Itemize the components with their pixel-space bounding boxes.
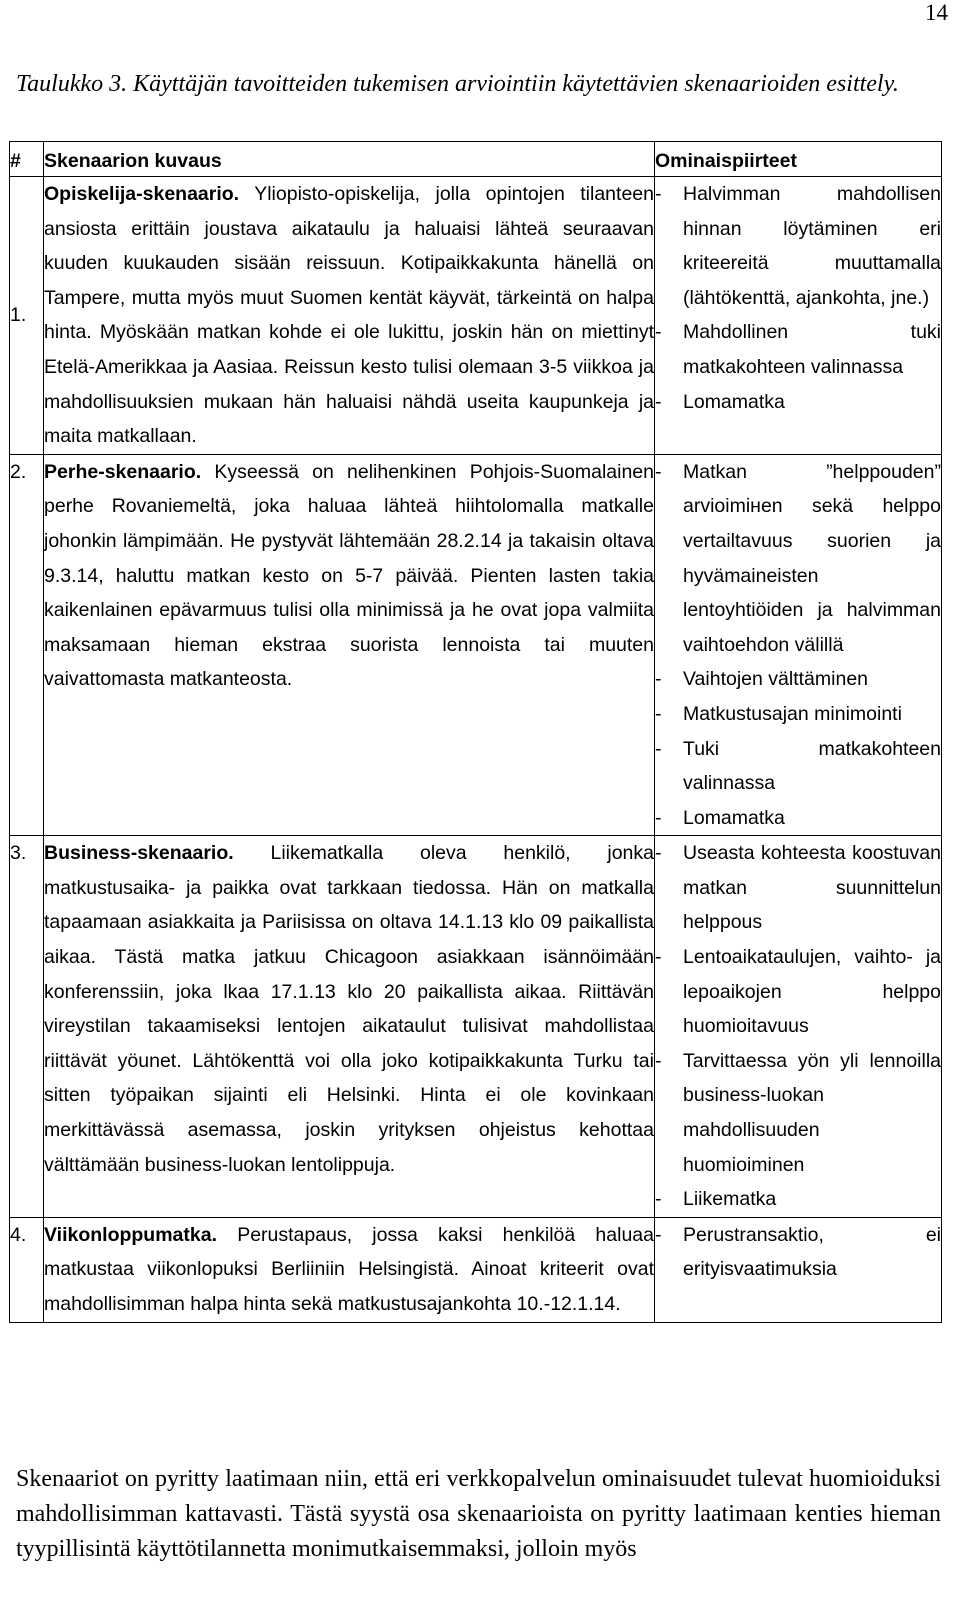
scenario-description (44, 836, 655, 1218)
table-caption: Taulukko 3. Käyttäjän tavoitteiden tukemisen arviointiin käytettävien skenaarioiden esittely. (16, 71, 899, 97)
row-number: 4. (10, 1217, 44, 1322)
scenario-table (9, 141, 942, 1323)
feature-item: - Vaihtojen välttäminen (655, 662, 941, 697)
scenario-features (655, 1217, 942, 1322)
scenario-description (44, 1217, 655, 1322)
table-row (10, 454, 942, 836)
feature-item: - Useasta kohteesta koostuvan matkan suunnittelun helppous (655, 836, 941, 940)
feature-item: - Tarvittaessa yön yli lennoilla business-luokan mahdollisuuden huomioiminen (655, 1044, 941, 1182)
scenario-description (44, 454, 655, 836)
feature-item: - Matkustusajan minimointi (655, 697, 941, 732)
scenario-description (44, 177, 655, 455)
feature-item: - Perustransaktio, ei erityisvaatimuksia (655, 1218, 941, 1287)
feature-list (655, 1218, 941, 1287)
scenario-text: Perustapaus, jossa kaksi henkilöä haluaa matkustaa viikonlopuksi Berliiniin Helsingistä. Ainoat kriteerit ovat mahdollisimman halpa hinta sekä matkustusajankohta 10.-12.1.14. (44, 1223, 654, 1315)
scenario-title: Business-skenaario. (44, 842, 234, 865)
table-row (10, 177, 942, 455)
feature-item: - Lomamatka (655, 801, 941, 836)
header-description: Skenaarion kuvaus (44, 142, 655, 177)
header-features: Ominaispiirteet (655, 142, 942, 177)
page-number: 14 (925, 0, 948, 25)
feature-item: - Matkan ”helppouden” arvioimінen sekä helppo vertailtavuus suorien ja hyvämaineisten lentoyhtiöiden ja halvimman vaihtoehdon välillä (655, 455, 941, 663)
scenario-text: Kyseessä on nelihenkinen Pohjois-Suomalainen perhe Rovaniemeltä, joka haluaa lähteä hiihtolomalla matkalle johonkin lämpimään. He pystyvät lähtemään 28.2.14 ja takaisin oltava 9.3.14, haluttu matkan kesto on 5-7 päivää. Pienten lasten takia kaikenlainen epävarmuus tulisi olla minimissä ja he ovat jopa valmiita maksamaan hieman ekstraa suorista lennoista tai muuten vaivattomasta matkanteosta. (44, 460, 654, 691)
scenario-title: Perhe-skenaario. (44, 460, 202, 483)
scenario-title: Opiskelija-skenaario. (44, 183, 240, 205)
feature-item: - Liikematka (655, 1182, 941, 1217)
scenario-text: Liikematkalla oleva henkilö, jonka matkustusaika- ja paikka ovat tarkkaan tiedossa. Hän on matkalla tapaamaan asiakkaita ja Pariisissa on oltava 14.1.13 klo 09 paikallista aikaa. Tästä matka jatkuu Chicagoon asiakkaan isännöimään konferenssiin, joka lkaa 17.1.13 klo 20 paikallista aikaa. Riittävän vireystilan takaamiseksi lentojen aikataulut tulisivat mahdollistaa riittävät yöunet. Lähtökenttä voi olla joko kotipaikkakunta Turku tai sitten työpaikan sijainti eli Helsinki. Hinta ei ole kovinkaan merkittävässä asemassa, joskin yrityksen ohjeistus kehottaa välttämään business-luokan lentolippuja. (44, 842, 654, 1176)
feature-item: - Tuki matkakohteen valinnassa (655, 732, 941, 801)
row-number: 2. (10, 454, 44, 836)
table-row (10, 1217, 942, 1322)
scenario-features (655, 177, 942, 455)
table-header-row (10, 142, 942, 177)
body-paragraph: Skenaariot on pyritty laatimaan niin, että eri verkkopalvelun ominaisuudet tulevat huomioiduksi mahdollisimman kattavasti. Tästä syystä osa skenaarioista on pyritty laatimaan kenties hieman tyypillisintä käyttötilannetta monimutkaisemmaksi, jolloin myös (16, 1466, 941, 1562)
scenario-features (655, 454, 942, 836)
feature-item: - Halvimman mahdollisen hinnan löytäminen eri kriteereitä muuttamalla (lähtökenttä, ajankohta, jne.) (655, 177, 941, 315)
feature-item: - Lentoaikataulujen, vaihto- ja lepoaikojen helppo huomioitavuus (655, 940, 941, 1044)
header-number: # (10, 142, 44, 177)
scenario-text: Yliopisto-opiskelija, jolla opintojen tilanteen ansiosta erittäin joustava aikataulu ja haluaisi lähteä seuraavan kuuden kuukauden sisään reissuun. Kotipaikkakunta hänellä on Tampere, mutta myös muut Suomen kentät käyvät, tärkeintä on halpa hinta. Myöskään matkan kohde ei ole lukittu, joskin hän on miettinyt Etelä-Amerikkaa ja Aasiaa. Reissun kesto tulisi olemaan 3-5 viikkoa ja mahdollisuuksien mukaan hän haluaisi nähdä useita kaupunkeja ja maita matkallaan. (44, 183, 654, 448)
scenario-features (655, 836, 942, 1218)
scenario-title: Viikonloppumatka. (44, 1223, 218, 1246)
table-row (10, 836, 942, 1218)
feature-item: - Lomamatka (655, 385, 941, 420)
feature-list (655, 177, 941, 419)
row-number: 3. (10, 836, 44, 1218)
row-number: 1. (10, 177, 44, 455)
feature-item: - Mahdollinen tuki matkakohteen valinnassa (655, 315, 941, 384)
feature-list (655, 455, 941, 836)
feature-list (655, 836, 941, 1217)
